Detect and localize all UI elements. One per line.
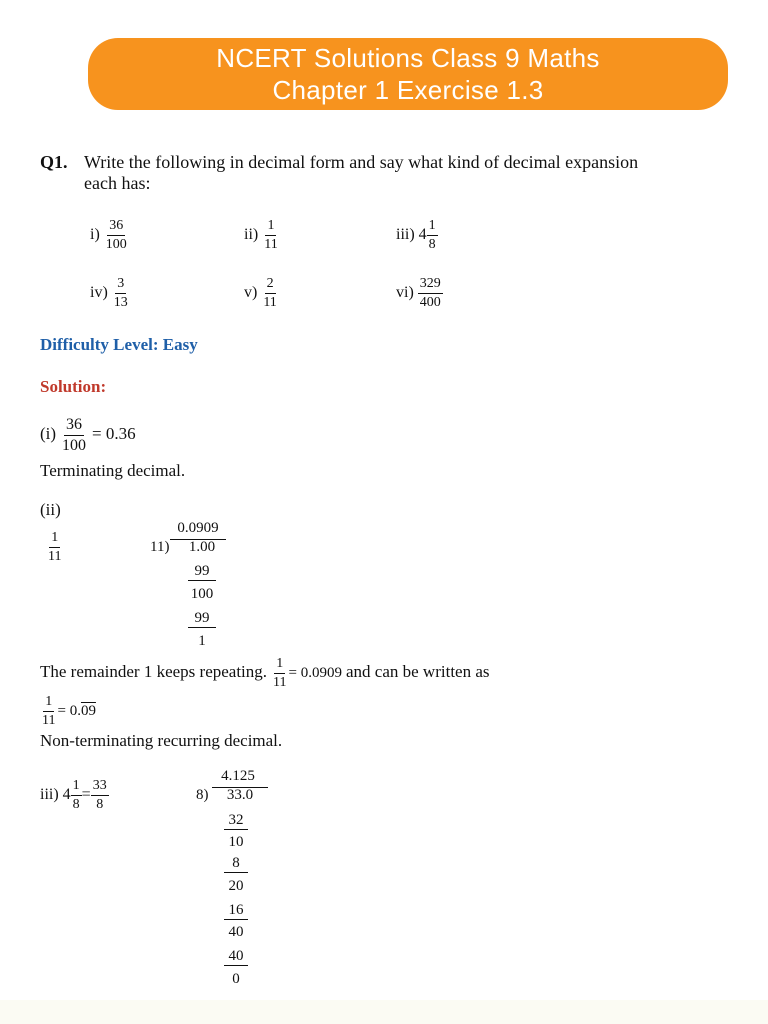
numerator: 36 [107, 218, 125, 236]
divisor: 11) [150, 539, 170, 555]
denominator: 8 [96, 797, 104, 812]
solution-heading: Solution: [40, 377, 107, 396]
numerator: 329 [418, 276, 443, 294]
division-step: 40 [228, 924, 244, 940]
explanation-text-2: and can be written as [346, 662, 490, 682]
quotient: 0.0909 [177, 520, 219, 536]
numerator: 1 [274, 656, 285, 674]
dividend: 33.0 [226, 787, 254, 803]
page-bottom-strip [0, 1000, 768, 1024]
denominator: 11 [264, 237, 278, 252]
fraction [104, 218, 129, 253]
denominator: 8 [72, 797, 80, 812]
banner-line-1: NCERT Solutions Class 9 Maths [216, 43, 600, 73]
item-i [90, 218, 129, 253]
question-text-line-1: Write the following in decimal form and say what kind of decimal expansion [84, 152, 639, 172]
denominator: 11 [42, 713, 56, 728]
question-text [84, 152, 744, 194]
item-label: v) [244, 284, 258, 302]
fraction [427, 218, 438, 253]
fraction [60, 416, 88, 455]
division-step: 16 [224, 902, 248, 920]
whole-part: 4 [62, 786, 71, 804]
question-number [40, 152, 68, 173]
denominator: 8 [428, 237, 436, 252]
fraction [261, 276, 278, 311]
part-i-equation [40, 416, 136, 455]
fraction [46, 530, 63, 565]
numerator: 1 [71, 778, 82, 796]
numerator: 1 [49, 530, 60, 548]
recurring-digits: 09 [80, 703, 96, 720]
denominator: 100 [62, 437, 87, 454]
difficulty-level: Difficulty Level: Easy [40, 335, 198, 354]
fraction [71, 778, 82, 813]
division-step: 1 [198, 633, 206, 649]
explanation-text: The remainder 1 keeps repeating. [40, 662, 268, 682]
item-v [244, 276, 279, 311]
numerator: 2 [265, 276, 276, 294]
item-label: iv) [90, 284, 108, 302]
item-label: iii) [396, 226, 415, 244]
part-ii-note: Non-terminating recurring decimal. [40, 731, 283, 750]
part-iii-equation [40, 778, 109, 813]
title-banner [88, 38, 728, 110]
division-step: 100 [190, 586, 214, 602]
item-iii [396, 218, 438, 253]
numerator: 1 [427, 218, 438, 236]
divisor: 8) [196, 787, 209, 803]
division-step: 0 [232, 971, 240, 987]
question-label: Q1. [40, 152, 68, 172]
denominator: 400 [419, 295, 441, 310]
equals-sign: = [81, 786, 91, 804]
numerator: 33 [91, 778, 109, 796]
item-label: vi) [396, 284, 414, 302]
part-i-note: Terminating decimal. [40, 461, 186, 480]
decimal-value: = 0.0909 [288, 665, 342, 682]
whole-part: 4 [418, 226, 427, 244]
part-result: = 0.36 [92, 424, 136, 444]
dividend: 1.00 [188, 539, 216, 555]
division-step: 99 [188, 563, 216, 581]
banner-line-2: Chapter 1 Exercise 1.3 [272, 75, 544, 105]
denominator: 11 [273, 675, 287, 690]
denominator: 13 [113, 295, 128, 310]
recurring-prefix: = 0. [57, 703, 81, 720]
division-step: 10 [228, 834, 244, 850]
quotient: 4.125 [221, 768, 255, 784]
numerator: 3 [115, 276, 126, 294]
fraction [112, 276, 130, 311]
part-label: iii) [40, 786, 59, 804]
item-ii [244, 218, 280, 253]
item-vi [396, 276, 443, 311]
part-label: (i) [40, 424, 57, 444]
fraction [418, 276, 443, 311]
division-step: 8 [224, 855, 248, 873]
fraction-improper [91, 778, 109, 813]
part-ii-fraction [46, 530, 63, 565]
denominator: 100 [105, 237, 127, 252]
numerator: 36 [64, 416, 84, 436]
division-step: 32 [224, 812, 248, 830]
division-step: 99 [188, 610, 216, 628]
question-text-line-2: each has: [84, 173, 151, 193]
division-step: 20 [228, 878, 244, 894]
part-ii-label: (ii) [40, 500, 61, 519]
fraction [262, 218, 279, 253]
part-ii-recurring [40, 694, 96, 729]
denominator: 11 [48, 549, 62, 564]
fraction [40, 694, 57, 729]
division-step: 40 [224, 948, 248, 966]
numerator: 1 [43, 694, 54, 712]
item-label: i) [90, 226, 100, 244]
item-iv [90, 276, 130, 311]
numerator: 1 [265, 218, 276, 236]
fraction [271, 656, 288, 691]
part-ii-explanation [40, 656, 490, 691]
item-label: ii) [244, 226, 259, 244]
denominator: 11 [263, 295, 277, 310]
